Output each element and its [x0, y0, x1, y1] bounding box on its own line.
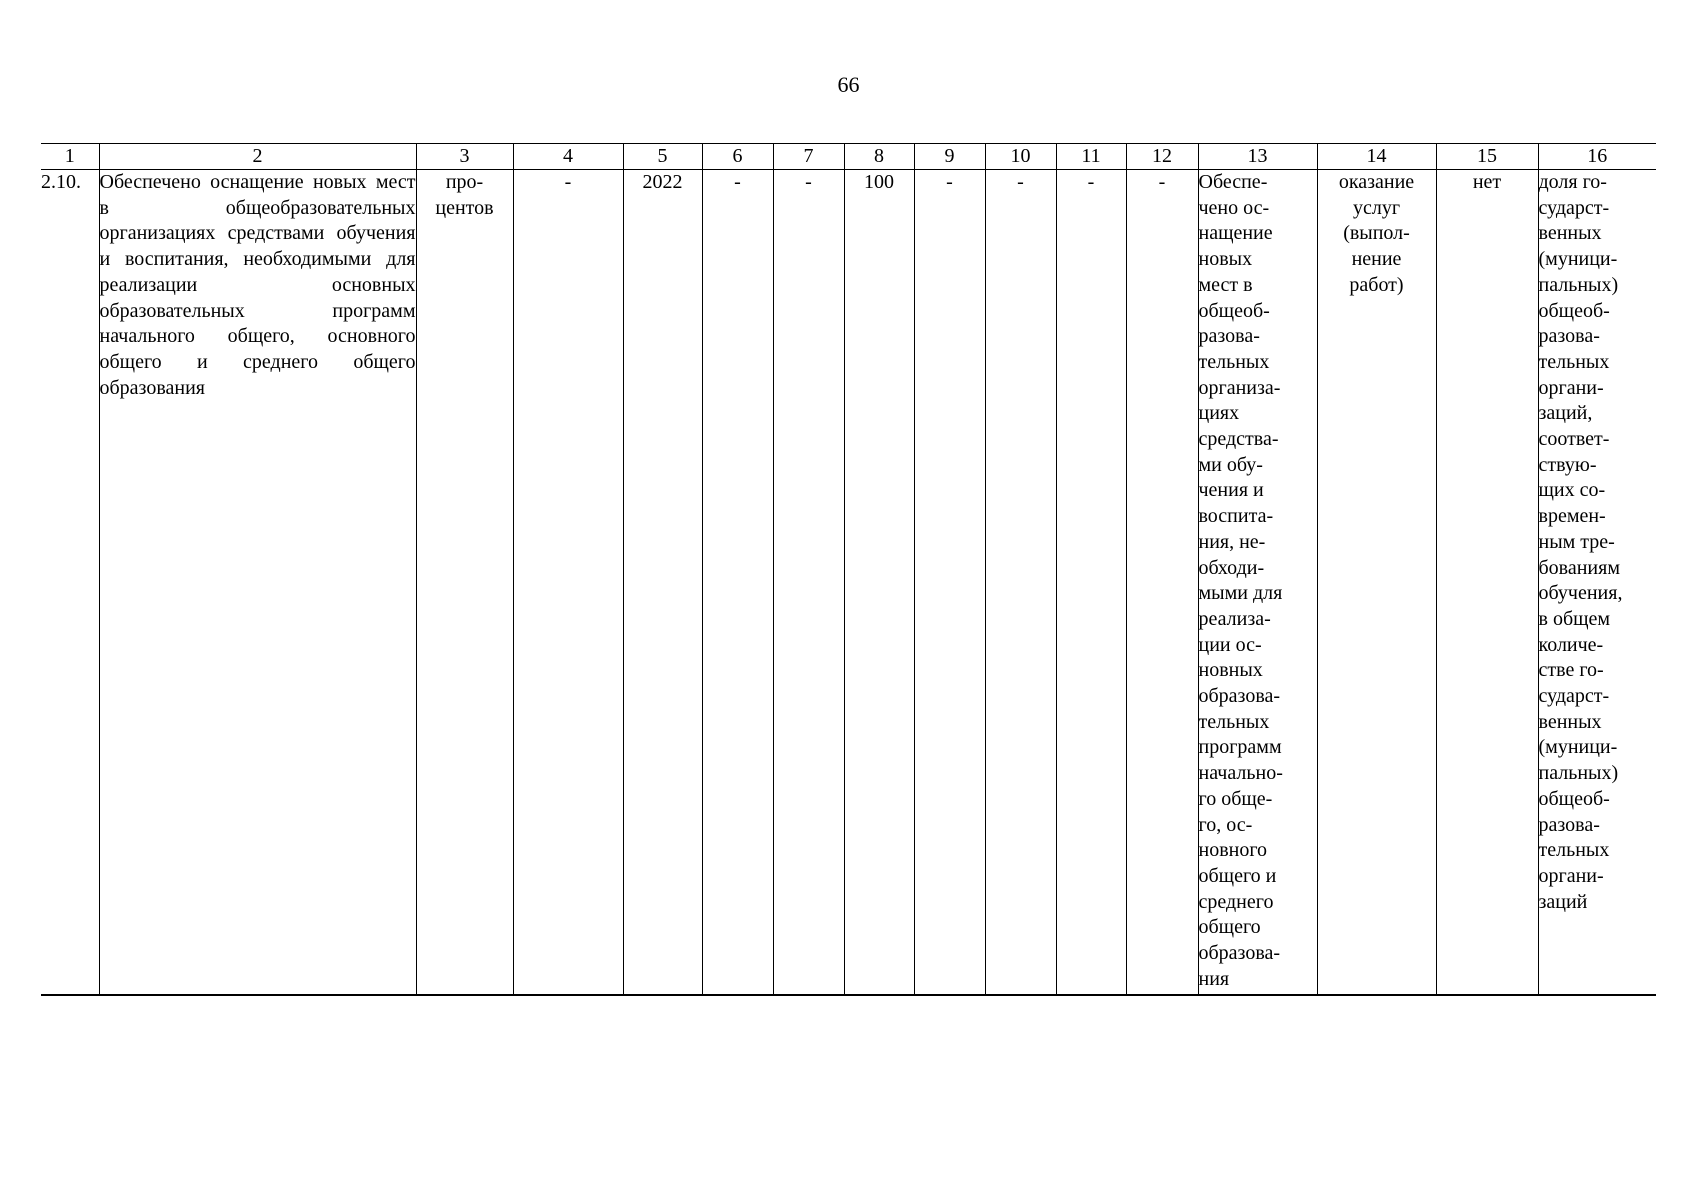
- cell-6: -: [702, 170, 773, 996]
- col-header-11: 11: [1056, 144, 1126, 170]
- table-row: [41, 170, 1656, 996]
- cell-11: -: [1056, 170, 1126, 996]
- page-number: 66: [837, 72, 860, 97]
- col-header-10: 10: [985, 144, 1056, 170]
- col-header-16: 16: [1538, 144, 1656, 170]
- indicator-table: [41, 143, 1656, 996]
- header-row: [41, 144, 1656, 170]
- col-header-8: 8: [844, 144, 914, 170]
- cell-12: -: [1126, 170, 1198, 996]
- col-header-12: 12: [1126, 144, 1198, 170]
- col-header-4: 4: [513, 144, 623, 170]
- value-cell: 100: [844, 170, 914, 996]
- cell-9: -: [914, 170, 985, 996]
- col-header-1: 1: [41, 144, 99, 170]
- flag-cell: нет: [1436, 170, 1538, 996]
- col-header-15: 15: [1436, 144, 1538, 170]
- indicator-cell: доля го- сударст- венных (муници- пальных) общеоб- разова- тельных органи- заций, соответ- ствую- щих со- времен- ным тре- бованиям обучения, в общем количе- стве го- сударст- венных (муници- пальных) общеоб- разова- тельных органи- заций: [1538, 170, 1656, 996]
- col-header-2: 2: [99, 144, 416, 170]
- unit-cell: про- центов: [416, 170, 513, 996]
- col-header-13: 13: [1198, 144, 1317, 170]
- result-description: Обеспечено оснащение новых мест в общеобразовательных организациях средствами обучения и воспитания, необходимыми для реализации основных образовательных программ начального общего, основного общего и среднего общего образования: [99, 170, 416, 996]
- col-header-9: 9: [914, 144, 985, 170]
- cell-7: -: [773, 170, 844, 996]
- col-header-3: 3: [416, 144, 513, 170]
- characteristic-cell: Обеспе- чено ос- нащение новых мест в общеоб- разова- тельных организа- циях средства- ми обу- чения и воспита- ния, не- обходи- мыми для реализа- ции ос- новных образова- тельных программ начально- го обще- го, ос- новного общего и среднего общего образова- ния: [1198, 170, 1317, 996]
- type-cell: оказание услуг (выпол- нение работ): [1317, 170, 1436, 996]
- col-header-7: 7: [773, 144, 844, 170]
- cell-10: -: [985, 170, 1056, 996]
- col-header-14: 14: [1317, 144, 1436, 170]
- col-header-6: 6: [702, 144, 773, 170]
- cell-4: -: [513, 170, 623, 996]
- row-number: 2.10.: [41, 170, 99, 996]
- year-cell: 2022: [623, 170, 702, 996]
- col-header-5: 5: [623, 144, 702, 170]
